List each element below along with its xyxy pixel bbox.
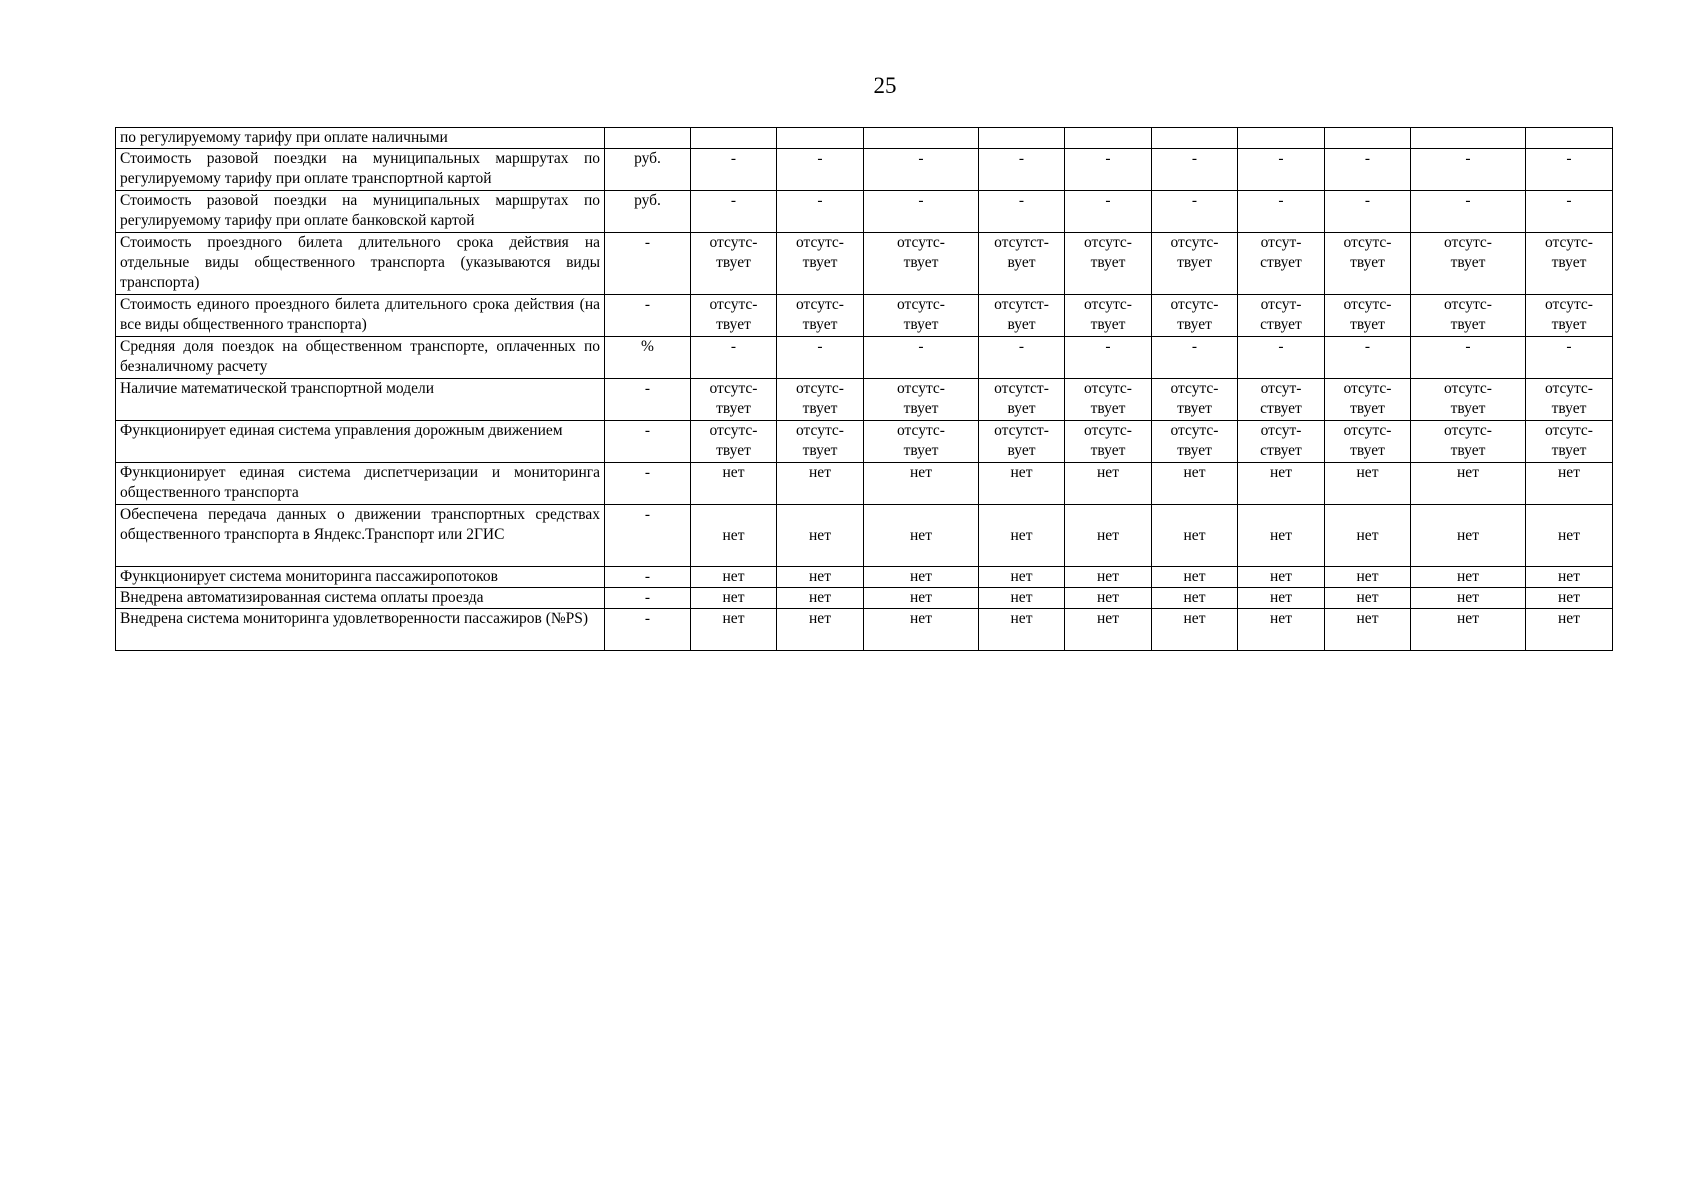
value-cell: нет	[777, 567, 864, 588]
value-cell: -	[1526, 191, 1613, 233]
value-cell: нет	[1065, 609, 1152, 651]
value-cell	[1152, 128, 1238, 149]
value-cell: отсутс- твует	[1065, 421, 1152, 463]
value-cell: отсутс- твует	[1411, 421, 1526, 463]
unit-cell: -	[605, 588, 691, 609]
value-cell: отсутс- твует	[864, 233, 979, 295]
value-cell: нет	[1325, 609, 1411, 651]
value-cell: нет	[777, 505, 864, 567]
value-cell: нет	[1238, 463, 1325, 505]
unit-cell	[605, 128, 691, 149]
value-cell: отсутс- твует	[1325, 233, 1411, 295]
value-cell: -	[1238, 149, 1325, 191]
value-cell: нет	[1411, 609, 1526, 651]
unit-cell: -	[605, 421, 691, 463]
value-cell: -	[1152, 337, 1238, 379]
indicator-name-cell: Функционирует единая система диспетчеризации и мониторинга общественного транспорта	[116, 463, 605, 505]
value-cell: нет	[979, 588, 1065, 609]
value-cell: -	[1325, 337, 1411, 379]
indicator-name-cell: Функционирует система мониторинга пассажиропотоков	[116, 567, 605, 588]
unit-cell: -	[605, 567, 691, 588]
value-cell: нет	[979, 505, 1065, 567]
value-cell: отсутс- твует	[864, 421, 979, 463]
value-cell: отсутс- твует	[1152, 421, 1238, 463]
value-cell: отсутс- твует	[777, 379, 864, 421]
value-cell: нет	[864, 567, 979, 588]
value-cell: нет	[691, 609, 777, 651]
indicator-name-cell: Стоимость разовой поездки на муниципальных маршрутах по регулируемому тарифу при оплате банковской картой	[116, 191, 605, 233]
value-cell: -	[1411, 149, 1526, 191]
value-cell: нет	[979, 567, 1065, 588]
value-cell: отсутс- твует	[1065, 295, 1152, 337]
value-cell: нет	[1238, 567, 1325, 588]
value-cell	[1325, 128, 1411, 149]
indicator-name-cell: Стоимость проездного билета длительного срока действия на отдельные виды общественного транспорта (указываются виды транспорта)	[116, 233, 605, 295]
value-cell: нет	[1238, 505, 1325, 567]
value-cell: -	[979, 149, 1065, 191]
value-cell: нет	[1411, 588, 1526, 609]
value-cell: -	[691, 337, 777, 379]
value-cell: отсутс- твует	[691, 379, 777, 421]
value-cell: отсутс- твует	[864, 295, 979, 337]
value-cell: -	[1325, 149, 1411, 191]
value-cell: -	[1411, 337, 1526, 379]
value-cell	[1411, 128, 1526, 149]
indicator-name-cell: Функционирует единая система управления дорожным движением	[116, 421, 605, 463]
value-cell: нет	[1065, 505, 1152, 567]
value-cell: нет	[864, 588, 979, 609]
unit-cell: -	[605, 609, 691, 651]
value-cell: нет	[1152, 463, 1238, 505]
value-cell: нет	[1065, 588, 1152, 609]
value-cell: отсутст- вует	[979, 421, 1065, 463]
table-row	[116, 505, 1613, 567]
table-row	[116, 337, 1613, 379]
value-cell: нет	[1238, 609, 1325, 651]
table-row	[116, 128, 1613, 149]
table-row	[116, 295, 1613, 337]
table-row	[116, 588, 1613, 609]
value-cell: отсутс- твует	[777, 295, 864, 337]
unit-cell: -	[605, 295, 691, 337]
value-cell: нет	[1526, 567, 1613, 588]
value-cell: -	[864, 337, 979, 379]
value-cell: -	[1065, 337, 1152, 379]
value-cell: отсутс- твует	[1411, 295, 1526, 337]
value-cell: отсутс- твует	[777, 233, 864, 295]
unit-cell: %	[605, 337, 691, 379]
value-cell: -	[1526, 337, 1613, 379]
unit-cell: -	[605, 379, 691, 421]
value-cell: нет	[1325, 505, 1411, 567]
value-cell: отсутс- твует	[691, 295, 777, 337]
value-cell: -	[691, 149, 777, 191]
value-cell	[691, 128, 777, 149]
value-cell: отсутс- твует	[1526, 379, 1613, 421]
value-cell: нет	[1152, 567, 1238, 588]
indicator-name-cell: Внедрена автоматизированная система оплаты проезда	[116, 588, 605, 609]
indicators-table	[115, 127, 1613, 651]
value-cell: -	[777, 337, 864, 379]
value-cell: отсутс- твует	[777, 421, 864, 463]
unit-cell: -	[605, 233, 691, 295]
value-cell: отсутс- твует	[1526, 295, 1613, 337]
value-cell: нет	[777, 463, 864, 505]
value-cell: нет	[979, 463, 1065, 505]
value-cell	[864, 128, 979, 149]
value-cell: отсутс- твует	[1325, 379, 1411, 421]
value-cell: нет	[979, 609, 1065, 651]
value-cell: нет	[1325, 463, 1411, 505]
value-cell: -	[777, 191, 864, 233]
value-cell: отсутс- твует	[1411, 233, 1526, 295]
value-cell: отсутс- твует	[1152, 379, 1238, 421]
value-cell: отсутс- твует	[1325, 295, 1411, 337]
value-cell: отсутст- вует	[979, 233, 1065, 295]
table-row	[116, 463, 1613, 505]
unit-cell: -	[605, 463, 691, 505]
value-cell: нет	[691, 567, 777, 588]
table-row	[116, 191, 1613, 233]
value-cell: нет	[1325, 567, 1411, 588]
value-cell: нет	[1526, 588, 1613, 609]
value-cell	[1526, 128, 1613, 149]
value-cell: нет	[1065, 567, 1152, 588]
value-cell: отсутс- твует	[1325, 421, 1411, 463]
value-cell: отсутс- твует	[1526, 421, 1613, 463]
value-cell: нет	[691, 588, 777, 609]
value-cell: -	[1238, 337, 1325, 379]
value-cell: нет	[1152, 588, 1238, 609]
value-cell: нет	[864, 505, 979, 567]
table-row	[116, 233, 1613, 295]
indicator-name-cell: Наличие математической транспортной модели	[116, 379, 605, 421]
value-cell: отсутс- твует	[691, 421, 777, 463]
table-row	[116, 609, 1613, 651]
value-cell: отсутс- твует	[1411, 379, 1526, 421]
value-cell: нет	[777, 588, 864, 609]
value-cell: -	[864, 149, 979, 191]
value-cell: -	[1065, 191, 1152, 233]
value-cell: нет	[1152, 505, 1238, 567]
page-number: 25	[873, 73, 897, 98]
value-cell: отсутс- твует	[1065, 233, 1152, 295]
table-row	[116, 149, 1613, 191]
indicator-name-cell: Внедрена система мониторинга удовлетворенности пассажиров (№PS)	[116, 609, 605, 651]
indicator-name-cell: Средняя доля поездок на общественном транспорте, оплаченных по безналичному расчету	[116, 337, 605, 379]
value-cell: -	[1238, 191, 1325, 233]
unit-cell: -	[605, 505, 691, 567]
value-cell: нет	[777, 609, 864, 651]
value-cell: отсутс- твует	[1065, 379, 1152, 421]
value-cell: нет	[1411, 567, 1526, 588]
unit-cell: руб.	[605, 191, 691, 233]
value-cell: нет	[1411, 505, 1526, 567]
value-cell: -	[1526, 149, 1613, 191]
unit-cell: руб.	[605, 149, 691, 191]
value-cell: нет	[691, 505, 777, 567]
value-cell: отсутс- твует	[1526, 233, 1613, 295]
value-cell: -	[1152, 149, 1238, 191]
indicator-name-cell: Обеспечена передача данных о движении транспортных средствах общественного транспорта в Яндекс.Транспорт или 2ГИС	[116, 505, 605, 567]
value-cell	[1238, 128, 1325, 149]
indicator-name-cell: по регулируемому тарифу при оплате наличными	[116, 128, 605, 149]
value-cell: нет	[1152, 609, 1238, 651]
value-cell: нет	[1325, 588, 1411, 609]
value-cell: нет	[864, 463, 979, 505]
value-cell: отсут- ствует	[1238, 421, 1325, 463]
value-cell: нет	[1526, 609, 1613, 651]
value-cell: отсутс- твует	[864, 379, 979, 421]
value-cell: отсутс- твует	[1152, 233, 1238, 295]
value-cell: нет	[1065, 463, 1152, 505]
value-cell: отсутс- твует	[691, 233, 777, 295]
value-cell: отсутст- вует	[979, 295, 1065, 337]
value-cell: нет	[1526, 505, 1613, 567]
value-cell	[1065, 128, 1152, 149]
value-cell: -	[864, 191, 979, 233]
value-cell: -	[1152, 191, 1238, 233]
value-cell: отсут- ствует	[1238, 295, 1325, 337]
value-cell: -	[979, 337, 1065, 379]
value-cell: отсут- ствует	[1238, 379, 1325, 421]
value-cell: отсутс- твует	[1152, 295, 1238, 337]
value-cell: отсут- ствует	[1238, 233, 1325, 295]
value-cell: нет	[1526, 463, 1613, 505]
value-cell: -	[691, 191, 777, 233]
table-row	[116, 567, 1613, 588]
value-cell	[979, 128, 1065, 149]
value-cell: нет	[1411, 463, 1526, 505]
value-cell: -	[777, 149, 864, 191]
value-cell	[777, 128, 864, 149]
indicator-name-cell: Стоимость единого проездного билета длительного срока действия (на все виды общественного транспорта)	[116, 295, 605, 337]
value-cell: нет	[691, 463, 777, 505]
value-cell: нет	[864, 609, 979, 651]
value-cell: -	[1411, 191, 1526, 233]
value-cell: -	[1325, 191, 1411, 233]
value-cell: -	[979, 191, 1065, 233]
value-cell: отсутст- вует	[979, 379, 1065, 421]
value-cell: -	[1065, 149, 1152, 191]
indicator-name-cell: Стоимость разовой поездки на муниципальных маршрутах по регулируемому тарифу при оплате транспортной картой	[116, 149, 605, 191]
table-row	[116, 421, 1613, 463]
table-row	[116, 379, 1613, 421]
value-cell: нет	[1238, 588, 1325, 609]
